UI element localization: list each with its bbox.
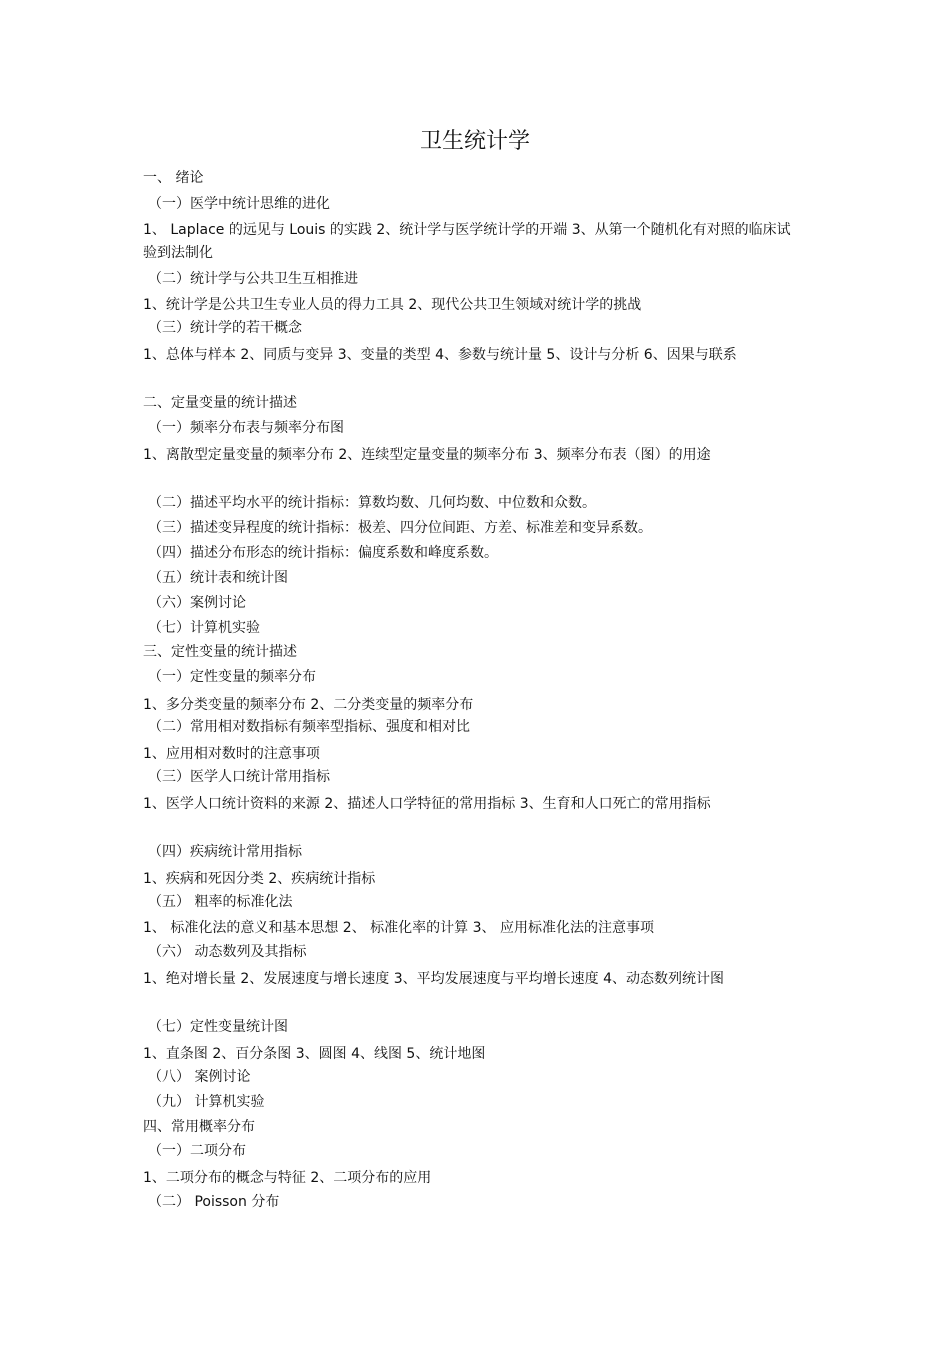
subsection-heading: （一）频率分布表与频率分布图 [148, 420, 344, 436]
topic-list: 1、应用相对数时的注意事项 [143, 746, 320, 762]
subsection-heading: （七）计算机实验 [148, 620, 260, 636]
subsection-heading: （一）二项分布 [148, 1143, 246, 1159]
section-heading: 二、定量变量的统计描述 [143, 395, 297, 411]
subsection-heading: （三）医学人口统计常用指标 [148, 769, 330, 785]
topic-list: 1、 Laplace 的远见与 Louis 的实践 2、统计学与医学统计学的开端 3、从第一个随机化有对照的临床试验到法制化 [143, 222, 791, 261]
subsection-heading: （六）案例讨论 [148, 595, 246, 611]
topic-list: 1、二项分布的概念与特征 2、二项分布的应用 [143, 1170, 432, 1186]
topic-list: 1、 标准化法的意义和基本思想 2、 标准化率的计算 3、 应用标准化法的注意事项 [143, 920, 654, 936]
subsection-heading: （一）医学中统计思维的进化 [148, 196, 330, 212]
subsection-heading: （二） Poisson 分布 [148, 1194, 280, 1210]
subsection-heading: （五）统计表和统计图 [148, 570, 288, 586]
subsection-heading: （八） 案例讨论 [148, 1069, 251, 1085]
subsection-heading: （九） 计算机实验 [148, 1094, 265, 1110]
topic-list: 1、医学人口统计资料的来源 2、描述人口学特征的常用指标 3、生育和人口死亡的常用指标 [143, 796, 711, 812]
document-title: 卫生统计学 [419, 129, 530, 154]
subsection-heading: （二）统计学与公共卫生互相推进 [148, 271, 358, 287]
subsection-heading: （四）描述分布形态的统计指标：偏度系数和峰度系数。 [148, 545, 498, 561]
topic-list: 1、绝对增长量 2、发展速度与增长速度 3、平均发展速度与平均增长速度 4、动态数列统计图 [143, 971, 724, 987]
subsection-heading: （一）定性变量的频率分布 [148, 669, 316, 685]
topic-list: 1、统计学是公共卫生专业人员的得力工具 2、现代公共卫生领域对统计学的挑战 [143, 297, 642, 313]
subsection-heading: （三）描述变异程度的统计指标：极差、四分位间距、方差、标准差和变异系数。 [148, 520, 652, 536]
topic-list: 1、多分类变量的频率分布 2、二分类变量的频率分布 [143, 697, 474, 713]
topic-list: 1、直条图 2、百分条图 3、圆图 4、线图 5、统计地图 [143, 1046, 486, 1062]
subsection-heading: （六） 动态数列及其指标 [148, 944, 307, 960]
subsection-heading: （四）疾病统计常用指标 [148, 844, 302, 860]
subsection-heading: （二）常用相对数指标有频率型指标、强度和相对比 [148, 719, 470, 735]
topic-list: 1、疾病和死因分类 2、疾病统计指标 [143, 871, 376, 887]
topic-list: 1、离散型定量变量的频率分布 2、连续型定量变量的频率分布 3、频率分布表（图）的用途 [143, 447, 711, 463]
topic-list: 1、总体与样本 2、同质与变异 3、变量的类型 4、参数与统计量 5、设计与分析 6、因果与联系 [143, 347, 737, 363]
subsection-heading: （二）描述平均水平的统计指标：算数均数、几何均数、中位数和众数。 [148, 495, 596, 511]
section-heading: 三、定性变量的统计描述 [143, 644, 297, 660]
subsection-heading: （五） 粗率的标准化法 [148, 894, 293, 910]
subsection-heading: （七）定性变量统计图 [148, 1019, 288, 1035]
section-heading: 一、 绪论 [143, 170, 204, 186]
subsection-heading: （三）统计学的若干概念 [148, 320, 302, 336]
section-heading: 四、常用概率分布 [143, 1119, 255, 1135]
